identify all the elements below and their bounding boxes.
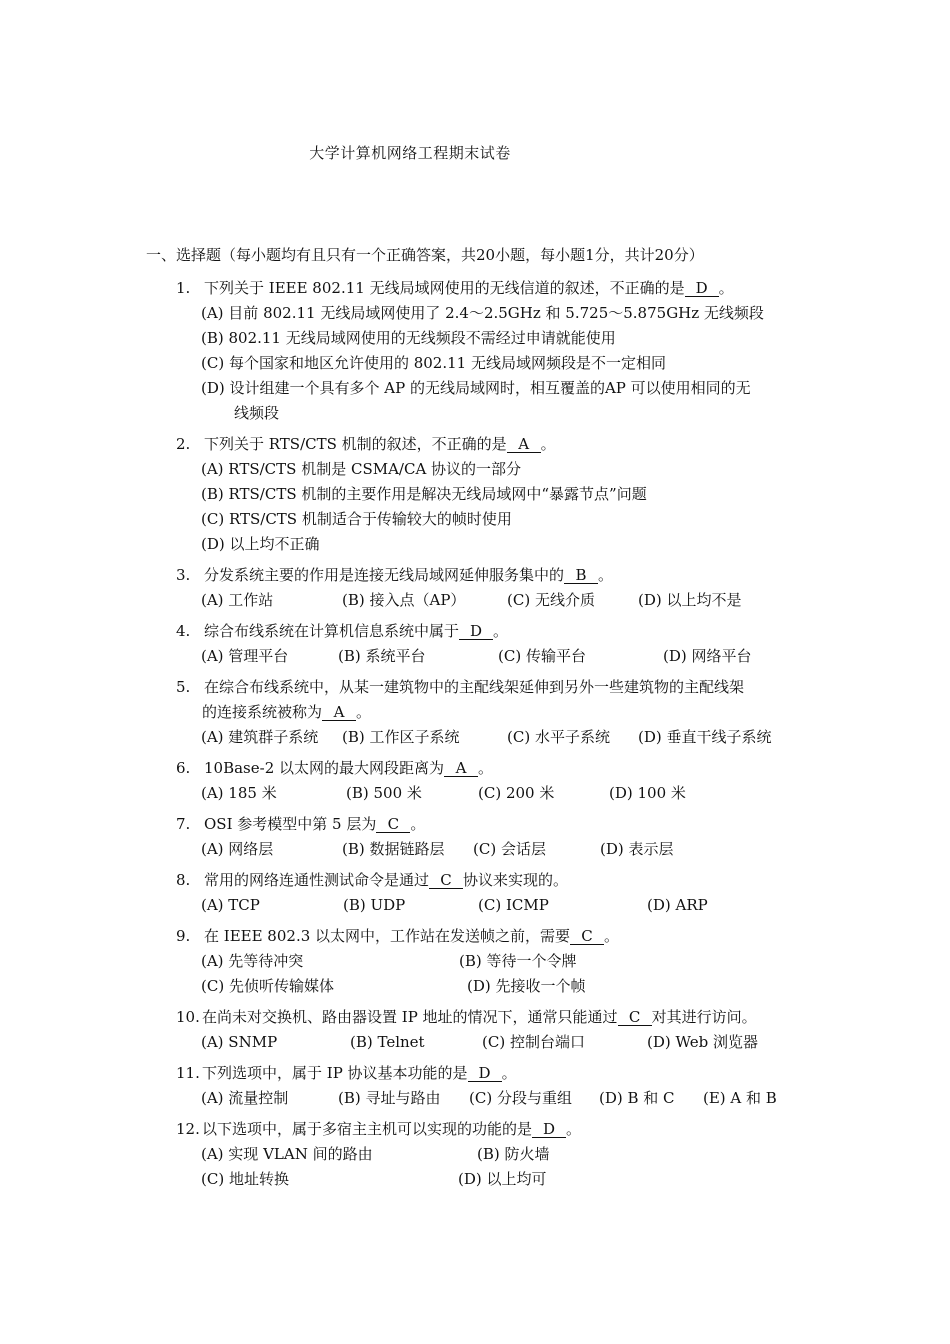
option-a: (A) 目前 802.11 无线局域网使用了 2.4～2.5GHz 和 5.725～5.875GHz 无线频段 (201, 304, 764, 322)
option-c: (C) 地址转换 (201, 1170, 289, 1188)
question-text: 下列关于 IEEE 802.11 无线局域网使用的无线信道的叙述，不正确的是 (204, 279, 685, 297)
question-text-end: 。 (501, 1064, 517, 1082)
answer-blank: B (564, 567, 598, 584)
answer-blank: D (685, 280, 719, 297)
options (176, 457, 816, 557)
options (176, 1142, 816, 1192)
option-d: (D) B 和 C (599, 1089, 675, 1107)
question-stem (176, 432, 816, 457)
question-11 (176, 1061, 816, 1111)
option-d: (D) ARP (647, 896, 708, 914)
question-number: 12. (176, 1120, 200, 1138)
option-d: (D) 先接收一个帧 (467, 977, 586, 995)
options (176, 837, 816, 862)
question-text-end: 。 (478, 759, 494, 777)
option-c: (C) 水平子系统 (507, 728, 610, 746)
question-text: 10Base-2 以太网的最大网段距离为 (204, 759, 445, 777)
answer-blank: C (429, 872, 463, 889)
option-b: (B) 接入点（AP） (342, 591, 466, 609)
option-a: (A) 185 米 (201, 784, 277, 802)
question-text-end: 。 (540, 435, 556, 453)
options (176, 588, 816, 613)
question-stem (176, 756, 816, 781)
option-a: (A) 先等待冲突 (201, 952, 304, 970)
section-heading: 一、选择题（每小题均有且只有一个正确答案，共20小题，每小题1分，共计20分） (146, 246, 704, 264)
option-b: (B) 工作区子系统 (342, 728, 460, 746)
page-title: 大学计算机网络工程期末试卷 (309, 144, 511, 162)
question-stem (176, 1061, 816, 1086)
answer-blank: D (468, 1065, 502, 1082)
option-c: (C) 分段与重组 (469, 1089, 572, 1107)
option-b: (B) 等待一个令牌 (459, 952, 577, 970)
question-10 (176, 1005, 816, 1055)
option-b: (B) Telnet (350, 1033, 425, 1051)
question-text: 以下选项中，属于多宿主主机可以实现的功能的是 (202, 1120, 533, 1138)
option-b: (B) 数据链路层 (342, 840, 445, 858)
question-number: 3. (176, 566, 191, 584)
question-text: 下列关于 RTS/CTS 机制的叙述，不正确的是 (204, 435, 507, 453)
question-5 (176, 675, 816, 750)
question-text-end: 。 (598, 566, 614, 584)
question-number: 8. (176, 871, 191, 889)
option-e: (E) A 和 B (703, 1089, 777, 1107)
option-d: (D) 以上均可 (458, 1170, 547, 1188)
question-text: 综合布线系统在计算机信息系统中属于 (204, 622, 460, 640)
option-d: (D) 垂直干线子系统 (638, 728, 772, 746)
option-d-continued: 线频段 (234, 404, 280, 422)
question-number: 11. (176, 1064, 200, 1082)
options (176, 301, 816, 426)
options (176, 1030, 816, 1055)
options (176, 949, 816, 999)
option-d: (D) 以上均不正确 (201, 535, 320, 553)
answer-blank: D (459, 623, 493, 640)
question-text: OSI 参考模型中第 5 层为 (204, 815, 377, 833)
question-list (176, 276, 816, 1198)
question-4 (176, 619, 816, 669)
option-a: (A) 建筑群子系统 (201, 728, 319, 746)
question-text: 下列选项中，属于 IP 协议基本功能的是 (202, 1064, 468, 1082)
question-stem (176, 924, 816, 949)
option-a: (A) 网络层 (201, 840, 274, 858)
option-b: (B) UDP (343, 896, 406, 914)
option-b: (B) 500 米 (346, 784, 422, 802)
question-stem (176, 1005, 816, 1030)
option-b: (B) 系统平台 (338, 647, 426, 665)
option-c: (C) 传输平台 (498, 647, 586, 665)
options (176, 781, 816, 806)
question-stem (176, 675, 816, 700)
question-12 (176, 1117, 816, 1192)
option-a: (A) TCP (201, 896, 260, 914)
option-b: (B) 寻址与路由 (338, 1089, 441, 1107)
option-d: (D) 表示层 (600, 840, 674, 858)
option-a: (A) 实现 VLAN 间的路由 (201, 1145, 373, 1163)
options (176, 893, 816, 918)
question-number: 7. (176, 815, 191, 833)
question-2 (176, 432, 816, 557)
question-text: 常用的网络连通性测试命令是通过 (204, 871, 430, 889)
answer-blank: D (532, 1121, 566, 1138)
option-a: (A) 管理平台 (201, 647, 289, 665)
question-3 (176, 563, 816, 613)
question-stem-continued (176, 700, 816, 725)
question-1 (176, 276, 816, 426)
question-stem (176, 276, 816, 301)
question-text: 在尚未对交换机、路由器设置 IP 地址的情况下，通常只能通过 (202, 1008, 618, 1026)
option-b: (B) 802.11 无线局域网使用的无线频段不需经过申请就能使用 (201, 329, 616, 347)
question-text: 在 IEEE 802.3 以太网中，工作站在发送帧之前，需要 (204, 927, 571, 945)
question-text-end: 。 (356, 703, 372, 721)
option-d: (D) 设计组建一个具有多个 AP 的无线局域网时，相互覆盖的AP 可以使用相同的无 (201, 379, 751, 397)
option-a: (A) RTS/CTS 机制是 CSMA/CA 协议的一部分 (201, 460, 522, 478)
answer-blank: C (376, 816, 410, 833)
question-9 (176, 924, 816, 999)
answer-blank: C (570, 928, 604, 945)
option-c: (C) 无线介质 (507, 591, 595, 609)
question-text-end: 。 (493, 622, 509, 640)
question-stem (176, 812, 816, 837)
option-d: (D) 100 米 (609, 784, 686, 802)
question-number: 5. (176, 678, 191, 696)
option-c: (C) ICMP (478, 896, 549, 914)
answer-blank: A (507, 436, 541, 453)
question-number: 4. (176, 622, 191, 640)
option-b: (B) RTS/CTS 机制的主要作用是解决无线局域网中“暴露节点”问题 (201, 485, 647, 503)
question-stem (176, 563, 816, 588)
question-number: 10. (176, 1008, 200, 1026)
question-stem (176, 868, 816, 893)
question-text-end: 。 (604, 927, 620, 945)
question-text: 的连接系统被称为 (202, 703, 323, 721)
question-text-end: 。 (410, 815, 426, 833)
question-text-end: 。 (566, 1120, 582, 1138)
question-number: 6. (176, 759, 191, 777)
question-number: 9. (176, 927, 191, 945)
option-c: (C) 先侦听传输媒体 (201, 977, 334, 995)
option-c: (C) 会话层 (473, 840, 546, 858)
option-a: (A) 流量控制 (201, 1089, 289, 1107)
option-a: (A) 工作站 (201, 591, 274, 609)
option-d: (D) 网络平台 (663, 647, 752, 665)
options (176, 1086, 816, 1111)
option-c: (C) 每个国家和地区允许使用的 802.11 无线局域网频段是不一定相同 (201, 354, 666, 372)
option-c: (C) 控制台端口 (482, 1033, 585, 1051)
question-7 (176, 812, 816, 862)
answer-blank: A (322, 704, 356, 721)
question-text-end: 。 (718, 279, 734, 297)
option-d: (D) Web 浏览器 (647, 1033, 758, 1051)
option-b: (B) 防火墙 (477, 1145, 550, 1163)
question-number: 1. (176, 279, 191, 297)
question-text-end: 对其进行访问。 (651, 1008, 757, 1026)
option-c: (C) RTS/CTS 机制适合于传输较大的帧时使用 (201, 510, 512, 528)
option-a: (A) SNMP (201, 1033, 278, 1051)
question-stem (176, 1117, 816, 1142)
question-number: 2. (176, 435, 191, 453)
question-6 (176, 756, 816, 806)
options (176, 644, 816, 669)
question-text: 在综合布线系统中，从某一建筑物中的主配线架延伸到另外一些建筑物的主配线架 (204, 678, 745, 696)
question-8 (176, 868, 816, 918)
options (176, 725, 816, 750)
answer-blank: A (444, 760, 478, 777)
question-text-end: 协议来实现的。 (463, 871, 569, 889)
question-text: 分发系统主要的作用是连接无线局域网延伸服务集中的 (204, 566, 565, 584)
question-stem (176, 619, 816, 644)
answer-blank: C (618, 1009, 652, 1026)
option-c: (C) 200 米 (478, 784, 555, 802)
option-d: (D) 以上均不是 (638, 591, 742, 609)
